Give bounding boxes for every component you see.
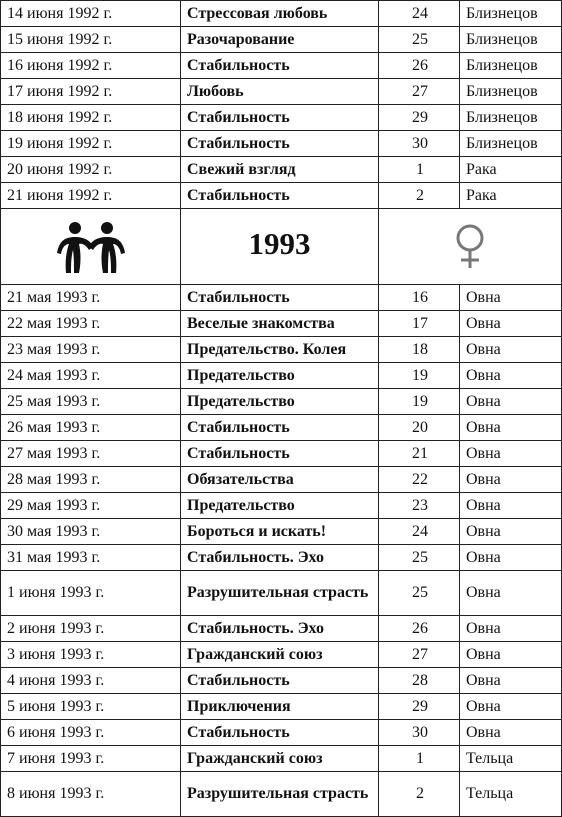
zodiac-sign-cell: Овна	[460, 441, 562, 467]
zodiac-sign-cell: Овна	[460, 571, 562, 616]
zodiac-sign-cell: Овна	[460, 545, 562, 571]
title-cell: Приключения	[181, 694, 379, 720]
zodiac-sign-cell: Овна	[460, 467, 562, 493]
date-cell: 29 мая 1993 г.	[1, 493, 181, 519]
lunar-day-cell: 24	[379, 1, 460, 27]
year-label-cell	[181, 209, 379, 285]
lunar-day-cell: 27	[379, 642, 460, 668]
date-cell: 24 мая 1993 г.	[1, 363, 181, 389]
date-cell: 27 мая 1993 г.	[1, 441, 181, 467]
table-row	[1, 389, 562, 415]
date-cell: 17 июня 1992 г.	[1, 79, 181, 105]
table-row	[1, 415, 562, 441]
table-row	[1, 467, 562, 493]
table-row	[1, 183, 562, 209]
table-row	[1, 105, 562, 131]
lunar-day-cell: 25	[379, 545, 460, 571]
table-row	[1, 746, 562, 772]
table-row	[1, 53, 562, 79]
title-cell: Разочарование	[181, 27, 379, 53]
title-cell: Стабильность	[181, 183, 379, 209]
table-row	[1, 79, 562, 105]
date-cell: 4 июня 1993 г.	[1, 668, 181, 694]
title-cell: Стабильность	[181, 285, 379, 311]
zodiac-sign-cell: Овна	[460, 415, 562, 441]
date-cell: 21 мая 1993 г.	[1, 285, 181, 311]
lunar-day-cell: 17	[379, 311, 460, 337]
table-row	[1, 694, 562, 720]
title-cell: Стабильность	[181, 53, 379, 79]
date-cell: 21 июня 1992 г.	[1, 183, 181, 209]
lunar-day-cell: 21	[379, 441, 460, 467]
date-cell: 20 июня 1992 г.	[1, 157, 181, 183]
lunar-day-cell: 22	[379, 467, 460, 493]
title-cell: Стабильность	[181, 668, 379, 694]
zodiac-sign-cell: Близнецов	[460, 105, 562, 131]
table-row	[1, 571, 562, 616]
title-cell: Обязательства	[181, 467, 379, 493]
table-row	[1, 772, 562, 817]
title-cell: Гражданский союз	[181, 746, 379, 772]
gemini-twins-icon	[1, 219, 180, 275]
year-row	[1, 209, 562, 285]
table-row	[1, 519, 562, 545]
table-row	[1, 131, 562, 157]
zodiac-sign-cell: Тельца	[460, 746, 562, 772]
table-row	[1, 493, 562, 519]
zodiac-sign-cell: Овна	[460, 694, 562, 720]
zodiac-sign-cell: Рака	[460, 157, 562, 183]
year-label: 1993	[248, 226, 311, 261]
title-cell: Стабильность	[181, 720, 379, 746]
title-cell: Стабильность. Эхо	[181, 545, 379, 571]
title-cell: Стабильность	[181, 441, 379, 467]
zodiac-sign-cell: Овна	[460, 720, 562, 746]
zodiac-sign-cell: Близнецов	[460, 53, 562, 79]
title-cell: Свежий взгляд	[181, 157, 379, 183]
zodiac-sign-cell: Близнецов	[460, 131, 562, 157]
lunar-day-cell: 1	[379, 157, 460, 183]
lunar-day-cell: 1	[379, 746, 460, 772]
date-cell: 5 июня 1993 г.	[1, 694, 181, 720]
zodiac-sign-cell: Овна	[460, 668, 562, 694]
lunar-day-cell: 24	[379, 519, 460, 545]
lunar-day-cell: 20	[379, 415, 460, 441]
title-cell: Любовь	[181, 79, 379, 105]
zodiac-sign-cell: Овна	[460, 642, 562, 668]
date-cell: 1 июня 1993 г.	[1, 571, 181, 616]
title-cell: Предательство. Колея	[181, 337, 379, 363]
table-row	[1, 311, 562, 337]
lunar-day-cell: 23	[379, 493, 460, 519]
date-cell: 25 мая 1993 г.	[1, 389, 181, 415]
date-cell: 14 июня 1992 г.	[1, 1, 181, 27]
lunar-day-cell: 30	[379, 720, 460, 746]
lunar-day-cell: 27	[379, 79, 460, 105]
table-row	[1, 668, 562, 694]
zodiac-sign-cell: Овна	[460, 311, 562, 337]
lunar-day-cell: 25	[379, 571, 460, 616]
table-row	[1, 27, 562, 53]
zodiac-sign-cell: Овна	[460, 389, 562, 415]
lunar-day-cell: 19	[379, 389, 460, 415]
zodiac-sign-cell: Овна	[460, 493, 562, 519]
date-cell: 3 июня 1993 г.	[1, 642, 181, 668]
table-row	[1, 441, 562, 467]
year-right-icon-cell	[379, 209, 562, 285]
date-cell: 2 июня 1993 г.	[1, 616, 181, 642]
title-cell: Разрушительная страсть	[181, 571, 379, 616]
zodiac-sign-cell: Близнецов	[460, 79, 562, 105]
table-row	[1, 642, 562, 668]
lunar-day-cell: 19	[379, 363, 460, 389]
table-row	[1, 616, 562, 642]
title-cell: Стабильность	[181, 105, 379, 131]
date-cell: 8 июня 1993 г.	[1, 772, 181, 817]
lunar-day-cell: 26	[379, 616, 460, 642]
title-cell: Стабильность	[181, 415, 379, 441]
title-cell: Стабильность	[181, 131, 379, 157]
lunar-day-cell: 28	[379, 668, 460, 694]
zodiac-sign-cell: Овна	[460, 337, 562, 363]
table-row	[1, 1, 562, 27]
zodiac-sign-cell: Овна	[460, 519, 562, 545]
table-row	[1, 157, 562, 183]
year-separator	[1, 209, 562, 285]
date-cell: 22 мая 1993 г.	[1, 311, 181, 337]
date-cell: 19 июня 1992 г.	[1, 131, 181, 157]
title-cell: Разрушительная страсть	[181, 772, 379, 817]
title-cell: Предательство	[181, 493, 379, 519]
lunar-day-cell: 30	[379, 131, 460, 157]
title-cell: Веселые знакомства	[181, 311, 379, 337]
table-row	[1, 337, 562, 363]
zodiac-sign-cell: Рака	[460, 183, 562, 209]
lunar-day-cell: 18	[379, 337, 460, 363]
zodiac-sign-cell: Овна	[460, 616, 562, 642]
lunar-day-cell: 16	[379, 285, 460, 311]
lunar-day-cell: 26	[379, 53, 460, 79]
year-left-icon-cell	[1, 209, 181, 285]
table-row	[1, 720, 562, 746]
zodiac-sign-cell: Овна	[460, 285, 562, 311]
table-row	[1, 363, 562, 389]
title-cell: Гражданский союз	[181, 642, 379, 668]
venus-symbol-icon	[379, 222, 561, 272]
lunar-day-cell: 25	[379, 27, 460, 53]
date-cell: 7 июня 1993 г.	[1, 746, 181, 772]
zodiac-sign-cell: Овна	[460, 363, 562, 389]
title-cell: Предательство	[181, 363, 379, 389]
date-cell: 23 мая 1993 г.	[1, 337, 181, 363]
title-cell: Бороться и искать!	[181, 519, 379, 545]
lunar-day-cell: 29	[379, 694, 460, 720]
table-body-1992	[1, 1, 562, 209]
lunar-day-cell: 29	[379, 105, 460, 131]
date-cell: 30 мая 1993 г.	[1, 519, 181, 545]
title-cell: Предательство	[181, 389, 379, 415]
date-cell: 18 июня 1992 г.	[1, 105, 181, 131]
date-cell: 26 мая 1993 г.	[1, 415, 181, 441]
table-body-1993	[1, 285, 562, 817]
lunar-day-cell: 2	[379, 183, 460, 209]
zodiac-sign-cell: Близнецов	[460, 1, 562, 27]
lunar-day-cell: 2	[379, 772, 460, 817]
date-cell: 15 июня 1992 г.	[1, 27, 181, 53]
date-cell: 6 июня 1993 г.	[1, 720, 181, 746]
date-cell: 28 мая 1993 г.	[1, 467, 181, 493]
table-row	[1, 285, 562, 311]
date-cell: 16 июня 1992 г.	[1, 53, 181, 79]
title-cell: Стабильность. Эхо	[181, 616, 379, 642]
date-cell: 31 мая 1993 г.	[1, 545, 181, 571]
zodiac-sign-cell: Тельца	[460, 772, 562, 817]
title-cell: Стрессовая любовь	[181, 1, 379, 27]
zodiac-sign-cell: Близнецов	[460, 27, 562, 53]
table-row	[1, 545, 562, 571]
